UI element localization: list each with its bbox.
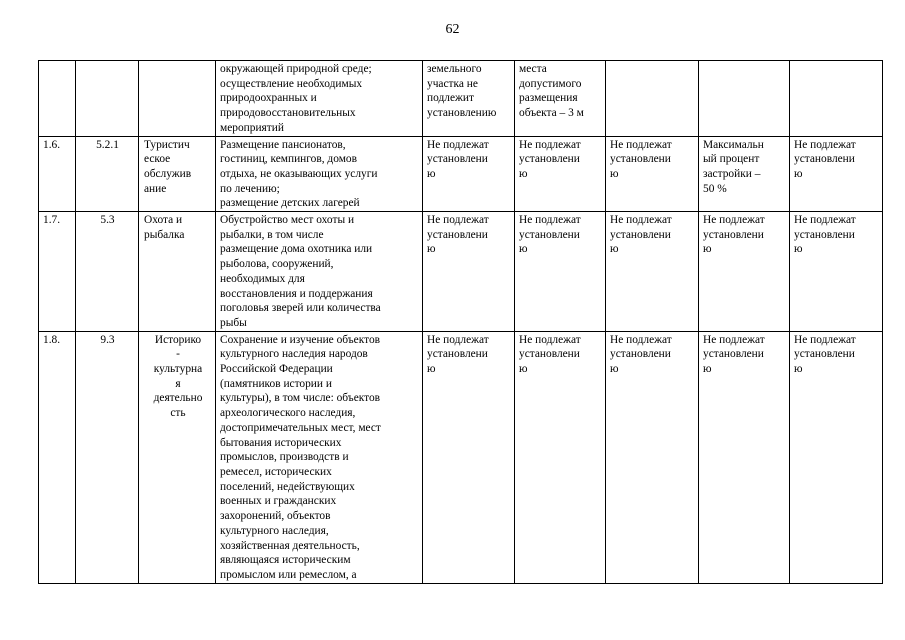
param-cell-3: Не подлежат установлени ю: [606, 331, 699, 583]
param-cell-1: земельного участка не подлежит установлению: [423, 61, 515, 137]
param-cell-3: [606, 61, 699, 137]
param-cell-3: Не подлежат установлени ю: [606, 212, 699, 332]
description-cell: Сохранение и изучение объектов культурного наследия народов Российской Федерации (памятников истории и культуры), в том числе: объектов археологического наследия, достопримечательных мест, мест бытования исторических промыслов, производств и ремесел, исторических поселений, недействующих военных и гражданских захоронений, объектов культурного наследия, хозяйственная деятельность, являющаяся историческим промыслом или ремеслом, а: [216, 331, 423, 583]
description-cell: окружающей природной среде; осуществление необходимых природоохранных и природовосстановительных мероприятий: [216, 61, 423, 137]
param-cell-4: Не подлежат установлени ю: [699, 331, 790, 583]
name-cell: Туристич еское обслужив ание: [139, 136, 216, 212]
param-cell-2: Не подлежат установлени ю: [515, 212, 606, 332]
description-cell: Размещение пансионатов, гостиниц, кемпингов, домов отдыха, не оказывающих услуги по лечению; размещение детских лагерей: [216, 136, 423, 212]
param-cell-1: Не подлежат установлени ю: [423, 331, 515, 583]
name-cell: Охота и рыбалка: [139, 212, 216, 332]
param-cell-1: Не подлежат установлени ю: [423, 136, 515, 212]
page-number: 62: [445, 22, 460, 37]
land-use-table: [38, 60, 883, 584]
param-cell-2: Не подлежат установлени ю: [515, 331, 606, 583]
param-cell-5: Не подлежат установлени ю: [790, 331, 883, 583]
code-cell: 9.3: [76, 331, 139, 583]
row-number-cell: 1.7.: [39, 212, 76, 332]
row-number-cell: [39, 61, 76, 137]
code-cell: 5.3: [76, 212, 139, 332]
param-cell-4: [699, 61, 790, 137]
row-number-cell: 1.8.: [39, 331, 76, 583]
param-cell-3: Не подлежат установлени ю: [606, 136, 699, 212]
row-number-cell: 1.6.: [39, 136, 76, 212]
table-row: [39, 331, 883, 583]
param-cell-2: места допустимого размещения объекта – 3 м: [515, 61, 606, 137]
param-cell-1: Не подлежат установлени ю: [423, 212, 515, 332]
param-cell-5: Не подлежат установлени ю: [790, 212, 883, 332]
param-cell-2: Не подлежат установлени ю: [515, 136, 606, 212]
name-cell: [139, 61, 216, 137]
code-cell: 5.2.1: [76, 136, 139, 212]
table-row: [39, 61, 883, 137]
param-cell-4: Не подлежат установлени ю: [699, 212, 790, 332]
table-row: [39, 136, 883, 212]
param-cell-5: Не подлежат установлени ю: [790, 136, 883, 212]
param-cell-5: [790, 61, 883, 137]
table-row: [39, 212, 883, 332]
param-cell-4: Максимальн ый процент застройки – 50 %: [699, 136, 790, 212]
code-cell: [76, 61, 139, 137]
name-cell: Историко - культурна я деятельно сть: [139, 331, 216, 583]
description-cell: Обустройство мест охоты и рыбалки, в том числе размещение дома охотника или рыболова, сооружений, необходимых для восстановления и поддержания поголовья зверей или количества рыбы: [216, 212, 423, 332]
